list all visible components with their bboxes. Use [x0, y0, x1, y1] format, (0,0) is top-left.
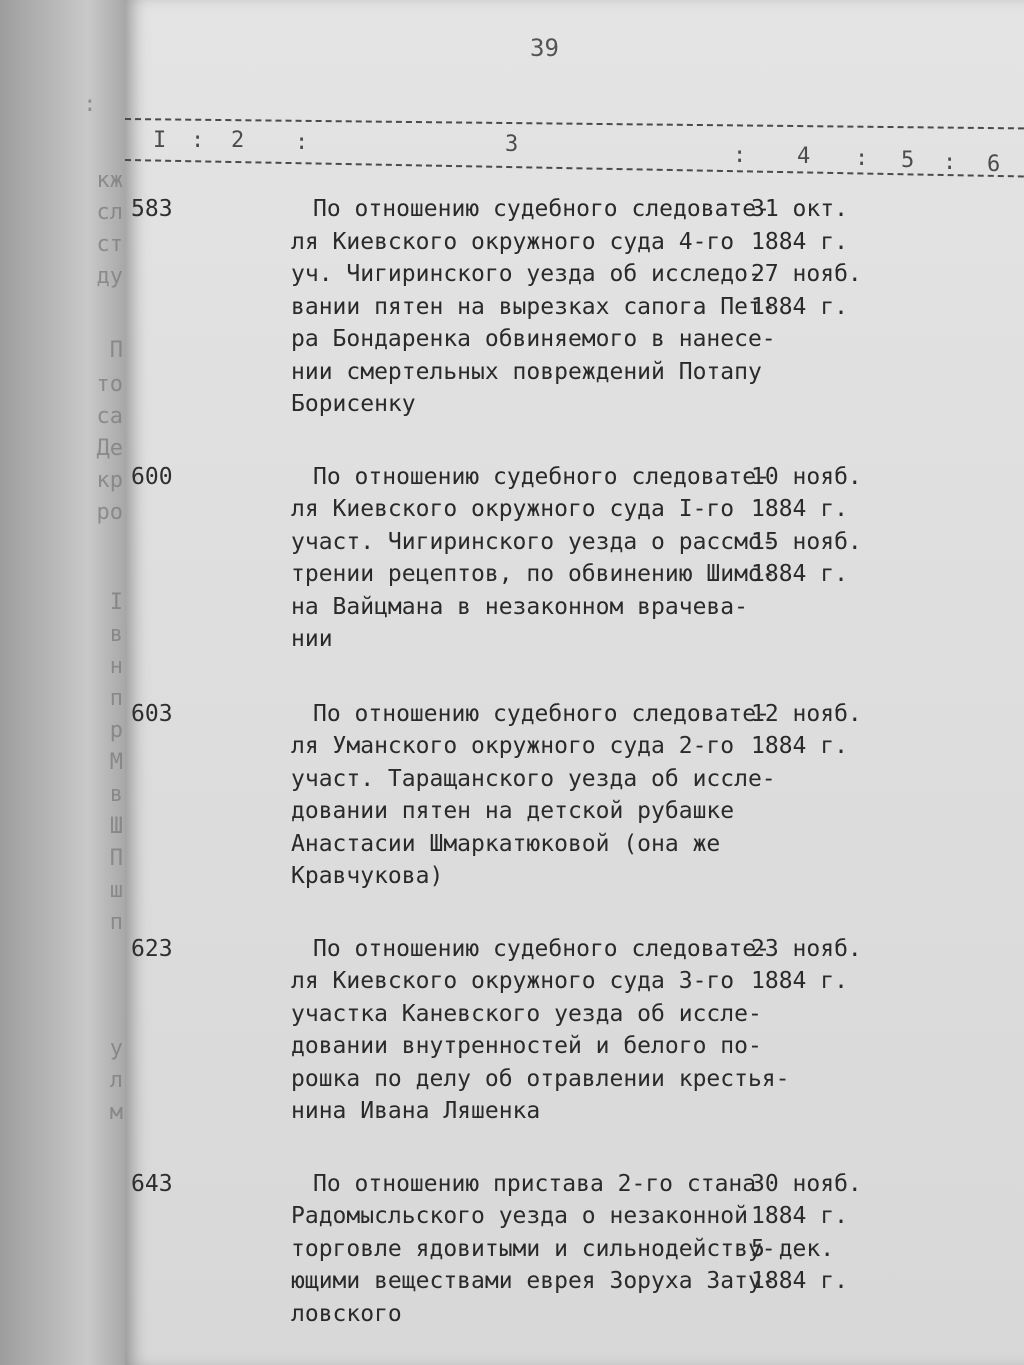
entry-text-line: довании внутренностей и белого по- — [291, 1033, 762, 1059]
entry-text-line: Кравчукова) — [291, 863, 444, 889]
entry-dates — [751, 461, 911, 591]
left-page-glyph: ду — [96, 264, 123, 289]
entry-text-line: ловского — [291, 1300, 402, 1327]
entry-text-line: По отношению судебного следовате- — [313, 463, 770, 490]
entry-description — [291, 461, 776, 656]
header-rule-bottom — [125, 159, 1024, 177]
entry-text-line: ля Уманского окружного суда 2-го — [291, 733, 735, 759]
entry-text-line: нии — [291, 626, 333, 652]
left-page-glyph: I — [109, 590, 123, 615]
entry-date-line: 1884 г. — [751, 968, 848, 994]
entry-description — [291, 933, 790, 1128]
entry-text-line: вании пятен на вырезках сапога Пет- — [291, 293, 776, 320]
entry-text-line: Анастасии Шмаркатюковой (она же — [291, 830, 721, 857]
entry-body — [291, 933, 911, 1128]
entry-body — [291, 193, 911, 421]
entry-text-line: участ. Таращанского уезда об иссле- — [291, 765, 776, 792]
entry-date-line: 1884 г. — [751, 228, 848, 255]
left-page-glyph: кж — [96, 168, 123, 193]
left-page-glyph: л — [109, 1068, 123, 1093]
left-page-glyph: в — [109, 782, 123, 807]
entry-date-line: 12 нояб. — [751, 700, 862, 727]
left-page-glyph: : — [83, 92, 123, 117]
entry-date-line: 1884 г. — [751, 561, 848, 587]
entry — [125, 1168, 1024, 1331]
entry-text-line: участка Каневского уезда об иссле- — [291, 1000, 762, 1027]
entry-text-line: ющими веществами еврея Зоруха Зату- — [291, 1268, 776, 1294]
entry-date-line: 1884 г. — [751, 293, 848, 320]
entry-date-line: 5 дек. — [751, 1235, 835, 1262]
entry-date-line: 31 окт. — [751, 196, 848, 222]
header-rule-top — [125, 118, 1024, 129]
left-page-glyph: ш — [109, 878, 123, 903]
entry — [125, 933, 1024, 1128]
left-page-glyph: м — [109, 1100, 123, 1125]
left-page-glyph: н — [109, 654, 123, 679]
entry-list — [125, 185, 1024, 1330]
entry-number: 603 — [131, 700, 173, 727]
entry-date-line: 23 нояб. — [751, 935, 862, 962]
left-page-glyph: М — [109, 750, 123, 775]
entry-number: 643 — [131, 1170, 173, 1197]
entry-description — [291, 698, 776, 893]
header-separator: : — [855, 146, 869, 171]
left-page-glyph: ст — [96, 232, 123, 257]
entry-body — [291, 1168, 911, 1331]
entry-date-line: 1884 г. — [751, 496, 848, 522]
entry-text-line: ра Бондаренка обвиняемого в нанесе- — [291, 326, 776, 352]
entry-date-line: 15 нояб. — [751, 528, 862, 555]
entry-text-line: рошка по делу об отравлении крестья- — [291, 1065, 790, 1092]
left-page-glyph: п — [109, 910, 123, 935]
entry-text-line: нина Ивана Ляшенка — [291, 1098, 541, 1124]
header-separator: : — [191, 128, 205, 153]
left-page-glyph: п — [109, 686, 123, 711]
left-page-glyph: у — [109, 1036, 123, 1061]
entry-text-line: довании пятен на детской рубашке — [291, 798, 735, 824]
entry-text-line: ля Киевского окружного суда 4-го — [291, 228, 735, 255]
header-col-6: 6 — [987, 152, 1001, 177]
entry — [125, 698, 1024, 893]
left-page-glyph: ро — [96, 500, 123, 525]
entry-dates — [751, 193, 911, 323]
entry — [125, 193, 1024, 421]
left-page-glyph: в — [109, 622, 123, 647]
header-col-2: 2 — [231, 128, 245, 153]
page-number: 39 — [530, 34, 559, 62]
header-separator: : — [943, 150, 957, 175]
entry-text-line: По отношению пристава 2-го стана — [313, 1170, 757, 1197]
header-col-1: I — [153, 128, 167, 153]
entry-date-line: 10 нояб. — [751, 463, 862, 490]
entry-dates — [751, 1168, 911, 1298]
entry-description — [291, 1168, 776, 1331]
entry-text-line: По отношению судебного следовате- — [313, 935, 770, 962]
entry-text-line: трении рецептов, по обвинению Шимо- — [291, 561, 776, 587]
entry-dates — [751, 933, 911, 998]
left-page-glyph: р — [109, 718, 123, 743]
left-page-glyph: сл — [96, 200, 123, 225]
entry-number: 623 — [131, 935, 173, 962]
entry-text-line: нии смертельных повреждений Потапу — [291, 358, 762, 385]
left-page-glyph: П — [109, 338, 123, 363]
entry-number: 583 — [131, 196, 173, 222]
entry-text-line: ля Киевского окружного суда 3-го — [291, 968, 735, 994]
entry-date-line: 30 нояб. — [751, 1170, 862, 1197]
document-page — [125, 0, 1024, 1365]
header-col-4: 4 — [797, 144, 811, 169]
entry-date-line: 27 нояб. — [751, 261, 862, 287]
left-page-edge — [0, 0, 125, 1365]
entry-number: 600 — [131, 463, 173, 490]
left-page-glyph: П — [109, 846, 123, 871]
left-page-glyph: Де — [96, 436, 123, 461]
entry-text-line: уч. Чигиринского уезда об исследо- — [291, 261, 762, 287]
entry-text-line: участ. Чигиринского уезда о рассмо- — [291, 528, 776, 555]
entry-date-line: 1884 г. — [751, 733, 848, 759]
header-col-3: 3 — [505, 132, 519, 157]
header-separator: : — [295, 130, 309, 155]
entry-text-line: на Вайцмана в незаконном врачева- — [291, 593, 748, 620]
entry-text-line: По отношению судебного следовате- — [313, 700, 770, 727]
entry-date-line: 1884 г. — [751, 1268, 848, 1294]
entry-text-line: ля Киевского окружного суда I-го — [291, 496, 735, 522]
entry-body — [291, 698, 911, 893]
left-page-glyph: Ш — [109, 814, 123, 839]
entry-dates — [751, 698, 911, 763]
entry-description — [291, 193, 776, 421]
left-page-glyph: кр — [96, 468, 123, 493]
entry-body — [291, 461, 911, 656]
entry-text-line: По отношению судебного следовате- — [313, 196, 770, 222]
entry-text-line: Радомысльского уезда о незаконной — [291, 1203, 748, 1229]
header-col-5: 5 — [901, 148, 915, 173]
entry — [125, 461, 1024, 656]
left-page-glyph: са — [96, 404, 123, 429]
header-separator: : — [733, 143, 747, 168]
left-page-glyph: то — [96, 372, 123, 397]
entry-date-line: 1884 г. — [751, 1203, 848, 1229]
entry-text-line: торговле ядовитыми и сильнодейству- — [291, 1235, 776, 1262]
entry-text-line: Борисенку — [291, 391, 416, 417]
